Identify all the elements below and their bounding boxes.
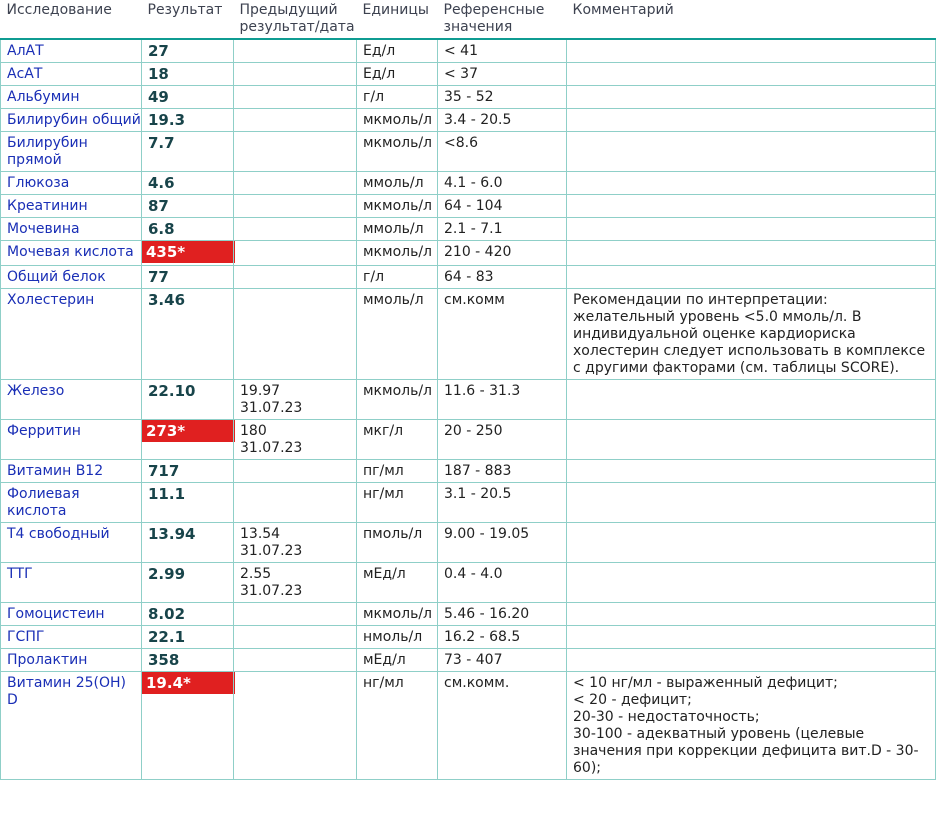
comment-cell [567,672,936,780]
result-cell [142,195,234,218]
test-name: Гомоцистеин [1,603,142,626]
test-name: Фолиевая кислота [1,483,142,523]
comment-line: < 20 - дефицит; [573,692,692,708]
table-row [1,460,936,483]
previous-date: 31.07.23 [240,543,303,559]
units-cell: ммоль/л [357,172,438,195]
header-test-name: Исследование [1,0,142,39]
result-cell [142,241,234,266]
units-cell: ммоль/л [357,218,438,241]
result-value: 49 [148,88,169,106]
previous-result-cell [234,241,357,266]
previous-result-cell [234,195,357,218]
table-row [1,172,936,195]
result-cell [142,420,234,460]
table-row [1,523,936,563]
previous-result-cell [234,523,357,563]
header-reference: Референсные значения [438,0,567,39]
result-value: 22.10 [148,382,196,400]
reference-cell: < 41 [438,39,567,63]
comment-cell [567,132,936,172]
comment-cell [567,86,936,109]
previous-result-cell [234,109,357,132]
reference-cell: 210 - 420 [438,241,567,266]
reference-cell: < 37 [438,63,567,86]
comment-line: желательный уровень <5.0 ммоль/л. В [573,309,862,325]
previous-result-cell [234,172,357,195]
test-name: Железо [1,380,142,420]
units-cell: пмоль/л [357,523,438,563]
comment-cell [567,172,936,195]
test-name: Холестерин [1,289,142,380]
units-cell: мЕд/л [357,563,438,603]
result-value: 717 [148,462,180,480]
table-row [1,649,936,672]
table-row [1,218,936,241]
units-cell: мкмоль/л [357,241,438,266]
comment-cell [567,39,936,63]
table-row [1,289,936,380]
reference-cell: 187 - 883 [438,460,567,483]
previous-result-cell [234,603,357,626]
units-cell: мкмоль/л [357,132,438,172]
result-value: 358 [148,651,180,669]
reference-cell: 3.1 - 20.5 [438,483,567,523]
result-value: 19.3 [148,111,186,129]
units-cell: г/л [357,266,438,289]
result-cell [142,266,234,289]
reference-cell: 64 - 104 [438,195,567,218]
comment-cell [567,420,936,460]
result-cell [142,63,234,86]
result-value: 18 [148,65,169,83]
reference-cell: см.комм [438,289,567,380]
result-value: 13.94 [148,525,196,543]
reference-cell: <8.6 [438,132,567,172]
result-value-flagged: 435* [142,241,235,263]
table-row [1,132,936,172]
reference-cell: 5.46 - 16.20 [438,603,567,626]
comment-cell [567,241,936,266]
table-header [1,0,936,39]
units-cell: мкмоль/л [357,195,438,218]
result-cell [142,603,234,626]
table-row [1,603,936,626]
previous-result-cell [234,266,357,289]
result-value-flagged: 19.4* [142,672,235,694]
header-row [1,0,936,39]
units-cell: Ед/л [357,63,438,86]
test-name: Креатинин [1,195,142,218]
units-cell: ммоль/л [357,289,438,380]
units-cell: мкмоль/л [357,603,438,626]
result-cell [142,86,234,109]
previous-result-cell [234,380,357,420]
reference-cell: 20 - 250 [438,420,567,460]
previous-result-cell [234,63,357,86]
test-name: Альбумин [1,86,142,109]
result-value: 4.6 [148,174,175,192]
previous-result-cell [234,218,357,241]
reference-cell: 16.2 - 68.5 [438,626,567,649]
previous-date: 31.07.23 [240,583,303,599]
units-cell: г/л [357,86,438,109]
table-row [1,380,936,420]
comment-cell [567,109,936,132]
comment-cell [567,523,936,563]
comment-line: 60); [573,760,601,776]
test-name: Ферритин [1,420,142,460]
units-cell: мкмоль/л [357,109,438,132]
previous-result-cell [234,626,357,649]
result-value: 7.7 [148,134,175,152]
units-cell: мЕд/л [357,649,438,672]
result-value: 27 [148,42,169,60]
reference-cell: 64 - 83 [438,266,567,289]
test-name: АлАТ [1,39,142,63]
table-row [1,109,936,132]
reference-cell: см.комм. [438,672,567,780]
comment-line: 20-30 - недостаточность; [573,709,760,725]
result-cell [142,39,234,63]
table-row [1,483,936,523]
previous-result-cell [234,483,357,523]
table-row [1,63,936,86]
result-cell [142,672,234,780]
previous-value: 2.55 [240,566,272,582]
comment-line: с другими факторами (см. таблицы SCORE). [573,360,900,376]
result-cell [142,218,234,241]
previous-result-cell [234,132,357,172]
header-result: Результат [142,0,234,39]
comment-cell [567,460,936,483]
comment-cell [567,603,936,626]
comment-cell [567,289,936,380]
table-row [1,563,936,603]
previous-date: 31.07.23 [240,400,303,416]
previous-result-cell [234,672,357,780]
result-cell [142,109,234,132]
comment-line: холестерин следует использовать в комплексе [573,343,926,359]
previous-result-cell [234,289,357,380]
test-name: Витамин B12 [1,460,142,483]
header-previous: Предыдущий результат/дата [234,0,357,39]
test-name: ГСПГ [1,626,142,649]
comment-cell [567,626,936,649]
previous-value: 180 [240,423,267,439]
units-cell: мкмоль/л [357,380,438,420]
previous-result-cell [234,420,357,460]
reference-cell: 2.1 - 7.1 [438,218,567,241]
test-name: Глюкоза [1,172,142,195]
result-cell [142,460,234,483]
comment-line: индивидуальной оценке кардиориска [573,326,856,342]
comment-cell [567,266,936,289]
reference-cell: 4.1 - 6.0 [438,172,567,195]
result-cell [142,172,234,195]
test-name: Мочевина [1,218,142,241]
result-cell [142,563,234,603]
result-value: 77 [148,268,169,286]
result-value: 87 [148,197,169,215]
result-cell [142,523,234,563]
comment-line: < 10 нг/мл - выраженный дефицит; [573,675,838,691]
previous-date: 31.07.23 [240,440,303,456]
test-name: Билирубин прямой [1,132,142,172]
table-row [1,672,936,780]
comment-cell [567,563,936,603]
test-name: Общий белок [1,266,142,289]
result-cell [142,626,234,649]
previous-value: 13.54 [240,526,281,542]
test-name: T4 свободный [1,523,142,563]
result-value: 8.02 [148,605,186,623]
table-body [1,39,936,780]
comment-cell [567,63,936,86]
reference-cell: 35 - 52 [438,86,567,109]
table-row [1,420,936,460]
test-name: АсАТ [1,63,142,86]
table-row [1,626,936,649]
reference-cell: 3.4 - 20.5 [438,109,567,132]
table-row [1,241,936,266]
result-value: 6.8 [148,220,175,238]
result-value: 3.46 [148,291,186,309]
table-row [1,39,936,63]
result-cell [142,483,234,523]
previous-result-cell [234,39,357,63]
test-name: Билирубин общий [1,109,142,132]
reference-cell: 0.4 - 4.0 [438,563,567,603]
result-value: 22.1 [148,628,186,646]
previous-value: 19.97 [240,383,281,399]
result-cell [142,380,234,420]
test-name: ТТГ [1,563,142,603]
units-cell: мкг/л [357,420,438,460]
units-cell: нг/мл [357,672,438,780]
comment-cell [567,195,936,218]
header-comment: Комментарий [567,0,936,39]
comment-line: 30-100 - адекватный уровень (целевые [573,726,865,742]
reference-cell: 9.00 - 19.05 [438,523,567,563]
previous-result-cell [234,563,357,603]
test-name: Витамин 25(OH) D [1,672,142,780]
previous-result-cell [234,649,357,672]
previous-result-cell [234,86,357,109]
reference-cell: 11.6 - 31.3 [438,380,567,420]
header-units: Единицы [357,0,438,39]
table-row [1,266,936,289]
units-cell: нмоль/л [357,626,438,649]
comment-line: значения при коррекции дефицита вит.D - 30- [573,743,919,759]
test-name: Пролактин [1,649,142,672]
comment-cell [567,380,936,420]
result-cell [142,289,234,380]
comment-cell [567,218,936,241]
comment-line: Рекомендации по интерпретации: [573,292,828,308]
test-name: Мочевая кислота [1,241,142,266]
units-cell: нг/мл [357,483,438,523]
units-cell: Ед/л [357,39,438,63]
result-value-flagged: 273* [142,420,235,442]
reference-cell: 73 - 407 [438,649,567,672]
result-cell [142,132,234,172]
previous-result-cell [234,460,357,483]
comment-cell [567,649,936,672]
result-value: 2.99 [148,565,186,583]
result-cell [142,649,234,672]
comment-cell [567,483,936,523]
table-row [1,86,936,109]
units-cell: пг/мл [357,460,438,483]
result-value: 11.1 [148,485,186,503]
table-row [1,195,936,218]
